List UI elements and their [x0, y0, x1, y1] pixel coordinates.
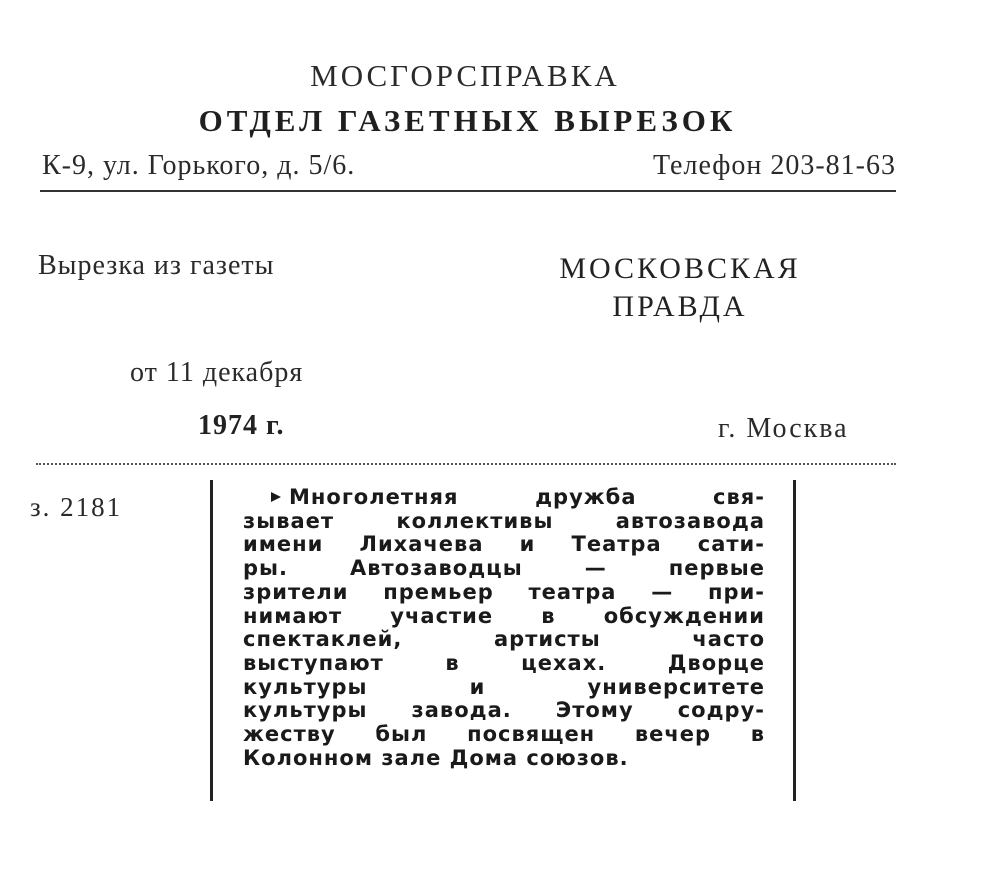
address: К-9, ул. Горького, д. 5/6.: [42, 150, 356, 181]
clipping-label: Вырезка из газеты: [38, 250, 275, 281]
newspaper-name: [540, 250, 820, 326]
clipping-date: от 11 декабря: [130, 357, 304, 388]
newspaper-name-line-2: ПРАВДА: [612, 290, 748, 323]
phone-number: Телефон 203-81-63: [653, 150, 896, 181]
article-line: Колонном зале Дома союзов.: [243, 745, 629, 770]
article-line: имени Лихачева и Театра сати-: [243, 532, 765, 557]
article-text: [243, 486, 765, 770]
article-line: спектаклей, артисты часто: [243, 627, 765, 652]
order-number: з. 2181: [30, 492, 123, 522]
organization-title: МОСГОРСПРАВКА: [310, 58, 620, 93]
article-line: культуры и университете: [243, 674, 765, 699]
article-line: выступают в цехах. Дворце: [243, 650, 765, 675]
article-line: Многолетняя дружба свя-: [243, 486, 765, 510]
divider: [36, 463, 896, 465]
newspaper-name-line-1: МОСКОВСКАЯ: [559, 252, 801, 285]
bullet-icon: [271, 492, 281, 502]
address-line: [40, 146, 896, 192]
clipping-city: г. Москва: [718, 413, 849, 444]
article-line: культуры завода. Этому содру-: [243, 698, 765, 723]
article-line: жеству был посвящен вечер в: [243, 722, 765, 747]
article-line: ры. Автозаводцы — первые: [243, 556, 765, 581]
newspaper-clipping: [210, 480, 796, 801]
department-title: ОТДЕЛ ГАЗЕТНЫХ ВЫРЕЗОК: [198, 103, 737, 138]
article-line: зрители премьер театра — при-: [243, 579, 765, 604]
article-line: нимают участие в обсуждении: [243, 603, 765, 628]
clipping-year: 1974 г.: [198, 410, 285, 441]
article-line: зывает коллективы автозавода: [243, 508, 765, 533]
